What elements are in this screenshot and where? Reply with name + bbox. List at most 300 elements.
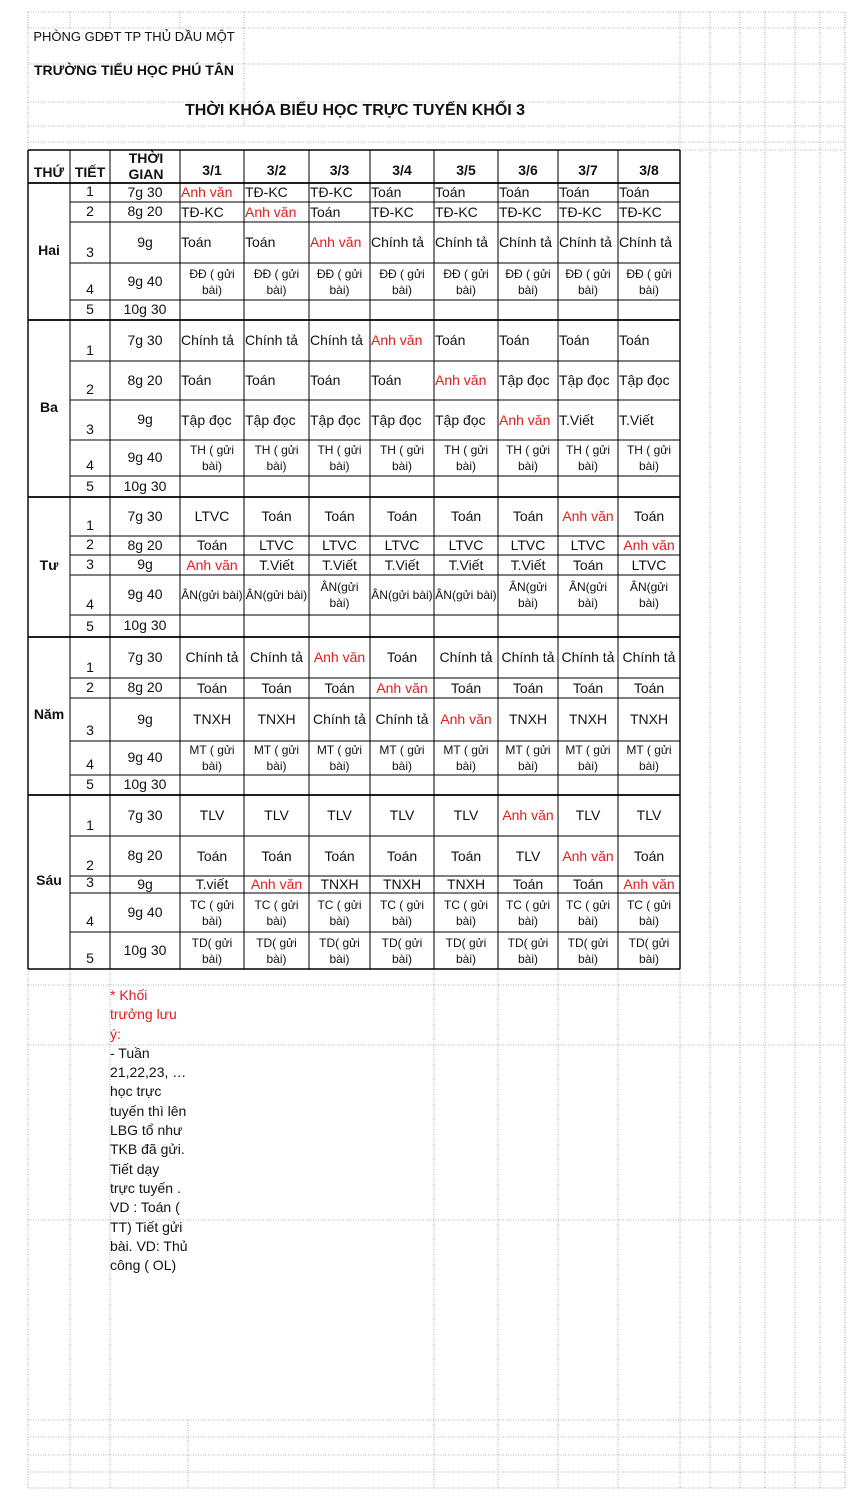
timetable-cell <box>371 933 433 968</box>
cell-subject: Toán <box>633 847 665 864</box>
timetable-cell <box>435 933 497 968</box>
cell-subject: TLV <box>389 807 415 823</box>
cell-subject: Anh văn <box>435 372 487 388</box>
cell-subject: ĐĐ ( gửi bài) <box>379 266 425 297</box>
timetable-cell <box>310 362 369 399</box>
note-heading: * Khối trưởng lưu ý: <box>110 987 181 1042</box>
timetable-cell <box>559 796 617 835</box>
day-label: Ba <box>40 398 58 415</box>
timetable-cell <box>435 362 497 399</box>
cell-subject: Chính tả <box>501 649 555 665</box>
timetable-cell <box>310 556 369 574</box>
timetable-cell <box>181 537 243 554</box>
timetable-cell <box>559 638 617 677</box>
timetable-cell <box>245 556 308 574</box>
timetable-cell <box>435 638 497 677</box>
timetable-cell <box>559 441 617 475</box>
timetable-cell <box>371 401 433 439</box>
timetable-cell <box>499 203 557 221</box>
timetable-cell <box>310 877 369 892</box>
timetable-cell <box>245 184 308 201</box>
cell-subject: T.Viết <box>448 556 484 573</box>
cell-subject: Anh văn <box>250 877 303 892</box>
timetable-cell <box>559 184 617 201</box>
cell-subject: Tập đọc <box>499 372 550 388</box>
cell-subject: TC ( gửi bài) <box>443 897 489 928</box>
timetable-cell <box>499 556 557 574</box>
timetable-cell <box>181 401 243 439</box>
cell-subject: Toán <box>386 508 418 524</box>
cell-subject: TLV <box>327 807 352 823</box>
period-number: 3 <box>86 244 94 260</box>
cell-subject: Anh văn <box>562 508 614 524</box>
cell-subject: Toán <box>450 847 482 864</box>
cell-subject: Tập đọc <box>559 372 610 388</box>
timetable-cell <box>310 894 369 931</box>
cell-subject: Toán <box>310 372 341 388</box>
timetable-cell <box>619 441 679 475</box>
cell-subject: Toán <box>619 332 650 348</box>
cell-subject: TNXH <box>629 711 669 727</box>
cell-subject: TNXH <box>257 711 296 727</box>
cell-subject: TĐ-KC <box>559 203 602 220</box>
timetable-cell <box>310 498 369 535</box>
timetable-cell <box>310 203 369 221</box>
timetable-cell <box>619 498 679 535</box>
cell-subject: TH ( gửi bài) <box>565 443 611 473</box>
cell-subject: TC ( gửi bài) <box>317 897 362 928</box>
timetable-cell <box>619 638 679 677</box>
cell-subject: Chính tả <box>619 234 672 250</box>
cell-subject: Tập đọc <box>435 411 486 428</box>
cell-subject: Anh văn <box>313 649 366 665</box>
timetable-cell <box>559 223 617 262</box>
cell-subject: TH ( gửi bài) <box>189 443 235 473</box>
timetable-cell <box>245 321 308 360</box>
cell-subject: T.viết <box>195 877 229 892</box>
timetable-cell <box>499 401 557 439</box>
cell-subject: ĐĐ ( gửi bài) <box>253 266 300 297</box>
cell-subject: Toán <box>245 234 276 250</box>
cell-subject: Chính tả <box>375 711 429 727</box>
timetable-cell <box>310 537 369 554</box>
cell-subject: TD( gửi bài) <box>445 935 487 966</box>
cell-subject: Tập đọc <box>371 411 422 428</box>
period-time: 8g 20 <box>127 847 163 863</box>
col-header-class: 3/7 <box>578 162 598 178</box>
cell-subject: ÂN(gửi bài) <box>181 588 243 602</box>
cell-subject: TH ( gửi bài) <box>379 443 425 473</box>
cell-subject: ÂN(gửi bài) <box>320 580 359 610</box>
cell-subject: Chính tả <box>371 234 424 250</box>
timetable-cell <box>619 576 679 614</box>
timetable-cell <box>559 362 617 399</box>
timetable-cell <box>245 223 308 262</box>
timetable-cell <box>559 401 617 439</box>
page-title: THỜI KHÓA BIỂU HỌC TRỰC TUYẾN KHỐI 3 <box>184 102 526 119</box>
timetable-cell <box>499 877 557 892</box>
timetable-cell <box>310 576 369 614</box>
cell-subject: TĐ-KC <box>181 203 224 220</box>
timetable-cell <box>245 441 308 475</box>
timetable-cell <box>499 362 557 399</box>
cell-subject: T.Viết <box>259 556 294 573</box>
cell-subject: TD( gửi bài) <box>628 935 670 966</box>
timetable-cell <box>310 401 369 439</box>
cell-subject: Tập đọc <box>245 411 296 428</box>
timetable-cell <box>499 699 557 740</box>
timetable-cell <box>310 837 369 875</box>
period-time: 9g 40 <box>127 749 163 765</box>
period-number: 5 <box>86 478 94 494</box>
day-label: Năm <box>33 706 65 722</box>
timetable-cell <box>181 796 243 835</box>
period-time: 10g 30 <box>123 776 167 792</box>
cell-subject: Toán <box>181 234 212 250</box>
period-number: 4 <box>86 457 94 473</box>
cell-subject: TĐ-KC <box>371 203 414 220</box>
period-time: 8g 20 <box>127 679 163 695</box>
cell-subject: MT ( gửi bài) <box>626 743 672 773</box>
note-body: - Tuần 21,22,23, …học trực tuyến thì lên LBG tổ như TKB đã gửi. Tiết dạy trực tuyến . VD : Toán ( TT) Tiết gửi bài. VD: Thủ công ( OL) <box>110 1044 192 1274</box>
timetable-cell <box>619 556 679 574</box>
cell-subject: TLV <box>515 847 541 864</box>
cell-subject: Chính tả <box>250 649 303 665</box>
timetable-cell <box>559 498 617 535</box>
timetable-cell <box>619 796 679 835</box>
timetable-cell <box>310 184 369 201</box>
timetable-cell <box>435 894 497 931</box>
cell-subject: Toán <box>324 847 355 864</box>
cell-subject: TĐ-KC <box>435 203 478 220</box>
period-time: 9g 40 <box>127 586 163 602</box>
cell-subject: Toán <box>435 184 466 200</box>
cell-subject: Anh văn <box>440 711 492 727</box>
timetable-cell <box>435 441 497 475</box>
cell-subject: MT ( gửi bài) <box>316 743 363 773</box>
timetable-cell <box>499 184 557 201</box>
timetable-cell <box>619 264 679 299</box>
cell-subject: Toán <box>512 877 544 892</box>
timetable-cell <box>435 556 497 574</box>
cell-subject: Chính tả <box>245 332 298 348</box>
cell-subject: Anh văn <box>181 184 233 200</box>
cell-subject: TĐ-KC <box>619 203 662 220</box>
cell-subject: Chính tả <box>439 649 493 665</box>
period-number: 5 <box>86 776 94 792</box>
timetable-cell <box>371 576 433 614</box>
cell-subject: TD( gửi bài) <box>191 935 233 966</box>
period-time: 9g <box>137 411 153 427</box>
period-time: 7g 30 <box>127 648 163 665</box>
cell-subject: Chính tả <box>310 332 363 348</box>
timetable-cell <box>371 362 433 399</box>
cell-subject: Chính tả <box>561 649 615 665</box>
cell-subject: Toán <box>572 679 604 696</box>
cell-subject: Chính tả <box>181 332 234 348</box>
timetable-cell <box>371 742 433 774</box>
col-header-tiet: TIẾT <box>74 164 106 180</box>
cell-subject: Toán <box>572 877 604 892</box>
cell-subject: TH ( gửi bài) <box>626 443 672 473</box>
timetable-cell <box>181 894 243 931</box>
cell-subject: LTVC <box>448 537 484 553</box>
cell-subject: Tập đọc <box>619 372 670 388</box>
cell-subject: Toán <box>324 508 355 524</box>
timetable-cell <box>559 742 617 774</box>
cell-subject: ÂN(gửi bài) <box>245 588 308 602</box>
timetable-cell <box>499 537 557 554</box>
col-header-thu: THỨ <box>33 164 65 180</box>
school-name: TRƯỜNG TIỂU HỌC PHÚ TÂN <box>33 62 235 78</box>
timetable-cell <box>499 679 557 697</box>
timetable-cell <box>435 877 497 892</box>
cell-subject: Toán <box>196 537 228 553</box>
col-header-class: 3/5 <box>456 162 476 178</box>
timetable-cell <box>245 401 308 439</box>
timetable-cell <box>245 837 308 875</box>
timetable-cell <box>310 441 369 475</box>
cell-subject: Toán <box>261 508 292 524</box>
timetable-cell <box>371 894 433 931</box>
cell-subject: ĐĐ ( gửi bài) <box>505 266 551 297</box>
period-time: 8g 20 <box>127 536 163 553</box>
timetable-cell <box>499 638 557 677</box>
timetable-cell <box>181 203 243 221</box>
cell-subject: MT ( gửi bài) <box>379 743 425 773</box>
timetable-cell <box>371 203 433 221</box>
cell-subject: Chính tả <box>185 649 239 665</box>
cell-subject: TNXH <box>568 711 608 727</box>
timetable-cell <box>310 933 369 968</box>
timetable-cell <box>245 933 308 968</box>
timetable-cell <box>371 638 433 677</box>
cell-subject: TH ( gửi bài) <box>317 443 362 473</box>
cell-subject: ĐĐ ( gửi bài) <box>626 266 672 297</box>
timetable-cell <box>559 537 617 554</box>
cell-subject: TD( gửi bài) <box>567 935 609 966</box>
col-header-class: 3/3 <box>329 162 350 178</box>
timetable-cell <box>435 699 497 740</box>
timetable-cell <box>619 401 679 439</box>
timetable-cell <box>559 576 617 614</box>
timetable-cell <box>371 679 433 697</box>
timetable-cell <box>371 699 433 740</box>
cell-subject: Toán <box>371 372 402 388</box>
timetable-cell <box>559 321 617 360</box>
cell-subject: TNXH <box>320 877 359 892</box>
cell-subject: TĐ-KC <box>245 184 288 200</box>
timetable-cell <box>619 203 679 221</box>
period-number: 3 <box>86 556 94 572</box>
cell-subject: Toán <box>196 679 228 696</box>
cell-subject: TD( gửi bài) <box>319 935 360 966</box>
timetable-cell <box>181 638 243 677</box>
cell-subject: Toán <box>633 679 665 696</box>
timetable-cell <box>181 264 243 299</box>
cell-subject: Toán <box>499 332 530 348</box>
cell-subject: Anh văn <box>371 332 423 348</box>
timetable-cell <box>619 537 679 554</box>
cell-subject: Chính tả <box>313 711 366 727</box>
department-name: PHÒNG GDĐT TP THỦ DẦU MỘT <box>33 29 235 44</box>
cell-subject: TĐ-KC <box>310 184 353 200</box>
period-number: 3 <box>86 874 94 890</box>
cell-subject: Toán <box>512 508 544 524</box>
timetable-cell <box>371 498 433 535</box>
period-number: 1 <box>86 817 94 833</box>
col-header-class: 3/6 <box>518 162 538 178</box>
cell-subject: TLV <box>636 807 662 823</box>
cell-subject: Toán <box>499 184 530 200</box>
timetable-cell <box>619 699 679 740</box>
timetable-cell <box>181 498 243 535</box>
period-time: 7g 30 <box>127 806 163 823</box>
period-time: 7g 30 <box>127 183 163 200</box>
cell-subject: Toán <box>559 332 590 348</box>
cell-subject: Toán <box>324 679 355 696</box>
timetable-cell <box>181 742 243 774</box>
cell-subject: Toán <box>371 184 402 200</box>
cell-subject: TC ( gửi bài) <box>505 897 551 928</box>
cell-subject: ÂN(gửi bài) <box>568 580 608 610</box>
period-number: 5 <box>86 618 94 634</box>
timetable-cell <box>310 679 369 697</box>
timetable-cell <box>310 264 369 299</box>
cell-subject: ÂN(gửi bài) <box>435 588 497 602</box>
cell-subject: Toán <box>245 372 276 388</box>
timetable-cell <box>245 203 308 221</box>
cell-subject: Chính tả <box>559 234 612 250</box>
timetable-cell <box>245 638 308 677</box>
timetable-cell <box>371 184 433 201</box>
period-number: 1 <box>86 183 94 199</box>
cell-subject: Tập đọc <box>181 411 232 428</box>
timetable-cell <box>619 184 679 201</box>
cell-subject: T.Viết <box>559 411 594 428</box>
cell-subject: MT ( gửi bài) <box>505 743 551 773</box>
period-time: 9g <box>137 710 153 727</box>
cell-subject: ÂN(gửi bài) <box>371 588 433 602</box>
timetable-cell <box>371 877 433 892</box>
timetable-cell <box>181 362 243 399</box>
cell-subject: T.Viết <box>619 411 654 428</box>
timetable-cell <box>435 679 497 697</box>
timetable-cell <box>181 321 243 360</box>
period-number: 1 <box>86 517 94 533</box>
cell-subject: MT ( gửi bài) <box>565 743 611 773</box>
timetable-cell <box>181 933 243 968</box>
timetable-cell <box>559 933 617 968</box>
cell-subject: TNXH <box>508 711 548 727</box>
cell-subject: TH ( gửi bài) <box>505 443 551 473</box>
timetable-cell <box>181 223 243 262</box>
timetable-cell <box>559 894 617 931</box>
cell-subject: TLV <box>575 807 601 823</box>
period-number: 2 <box>86 203 94 219</box>
cell-subject: Toán <box>181 372 212 388</box>
cell-subject: TĐ-KC <box>499 203 542 220</box>
timetable-cell <box>499 837 557 875</box>
cell-subject: Toán <box>633 508 665 524</box>
timetable-cell <box>371 321 433 360</box>
period-time: 9g <box>137 875 153 892</box>
timetable-cell <box>499 321 557 360</box>
timetable-cell <box>310 699 369 740</box>
timetable-cell <box>499 576 557 614</box>
cell-subject: ĐĐ ( gửi bài) <box>565 266 611 297</box>
timetable-cell <box>181 679 243 697</box>
timetable-cell <box>245 498 308 535</box>
timetable-cell <box>181 441 243 475</box>
timetable-cell <box>435 264 497 299</box>
timetable-cell <box>559 679 617 697</box>
period-time: 10g 30 <box>123 301 167 317</box>
timetable-cell <box>181 556 243 574</box>
timetable-cell <box>619 321 679 360</box>
period-number: 2 <box>86 679 94 695</box>
note-block <box>110 986 192 1275</box>
col-header-class: 3/1 <box>202 162 222 178</box>
cell-subject: Anh văn <box>499 411 551 428</box>
timetable-cell <box>435 576 497 614</box>
cell-subject: Chính tả <box>435 234 488 250</box>
col-header-class: 3/8 <box>639 162 659 178</box>
cell-subject: Toán <box>261 847 292 864</box>
cell-subject: TD( gửi bài) <box>507 935 549 966</box>
timetable-cell <box>371 796 433 835</box>
period-number: 3 <box>86 421 94 437</box>
timetable-cell <box>435 537 497 554</box>
cell-subject: LTVC <box>194 508 230 524</box>
timetable-cell <box>499 441 557 475</box>
cell-subject: T.Viết <box>384 556 420 573</box>
timetable-cell <box>181 184 243 201</box>
period-number: 2 <box>86 536 94 552</box>
timetable-cell <box>559 699 617 740</box>
timetable-cell <box>245 576 308 614</box>
timetable-cell <box>181 837 243 875</box>
col-header-class: 3/4 <box>392 162 412 178</box>
cell-subject: LTVC <box>384 537 420 553</box>
cell-subject: TC ( gửi bài) <box>189 897 235 928</box>
cell-subject: TNXH <box>382 877 422 892</box>
day-label: Sáu <box>36 872 62 888</box>
timetable-cell <box>310 742 369 774</box>
cell-subject: Anh văn <box>562 847 614 864</box>
period-time: 9g 40 <box>127 272 163 289</box>
col-header-time: THỜI GIAN <box>128 150 164 182</box>
period-time: 9g 40 <box>127 903 163 920</box>
cell-subject: Tập đọc <box>310 411 361 428</box>
cell-subject: Toán <box>196 847 228 864</box>
cell-subject: ÂN(gửi bài) <box>508 580 548 610</box>
timetable-cell <box>310 321 369 360</box>
cell-subject: TNXH <box>192 711 232 727</box>
cell-subject: LTVC <box>322 537 357 553</box>
day-label: Tư <box>39 557 59 573</box>
cell-subject: ĐĐ ( gửi bài) <box>316 266 363 297</box>
cell-subject: Anh văn <box>376 679 428 696</box>
period-number: 1 <box>86 342 94 358</box>
timetable-cell <box>371 441 433 475</box>
timetable-cell <box>181 699 243 740</box>
timetable-cell <box>245 264 308 299</box>
cell-subject: TNXH <box>446 877 486 892</box>
timetable-cell <box>245 537 308 554</box>
period-time: 7g 30 <box>127 331 163 348</box>
cell-subject: MT ( gửi bài) <box>189 743 235 773</box>
